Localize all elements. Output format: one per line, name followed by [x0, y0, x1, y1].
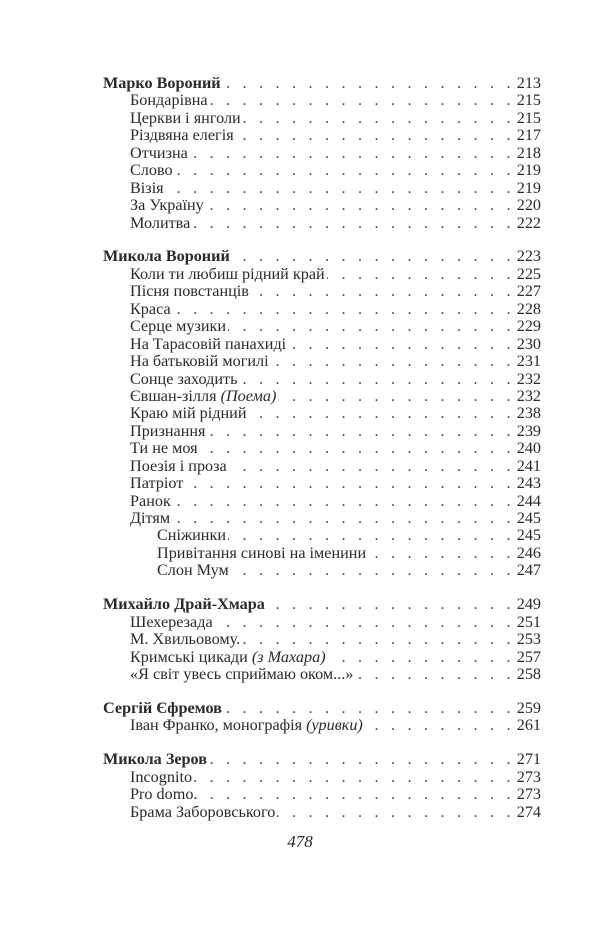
entry-title-text: Pro domo.: [130, 786, 198, 804]
entry-title-text: М. Хвильовому.: [130, 631, 241, 649]
toc-entry[interactable]: [103, 371, 541, 388]
toc-entry[interactable]: [103, 804, 541, 821]
toc-entry[interactable]: [103, 162, 541, 179]
entry-title: [130, 283, 249, 300]
entry-title-text: Іван Франко, монографія: [130, 717, 303, 735]
entry-title-note: (Поема): [220, 387, 277, 405]
entry-page-number: 228: [516, 300, 541, 318]
entry-title: [130, 475, 183, 492]
dot-leader: [200, 440, 515, 457]
entry-title: [130, 371, 238, 388]
dot-leader: [236, 127, 515, 144]
toc-entry[interactable]: [103, 388, 541, 405]
entry-title-text: Сонце заходить: [130, 370, 238, 388]
entry-title: [130, 301, 171, 318]
dot-leader: [248, 405, 514, 422]
entry-title-text: Incognito: [130, 768, 193, 786]
entry-title: [130, 423, 205, 440]
entry-title-text: Краса: [130, 300, 171, 318]
dot-leader: [175, 162, 515, 179]
dot-leader: [267, 596, 515, 613]
toc-entry[interactable]: [103, 318, 541, 335]
entry-title: [130, 717, 363, 734]
entry-title-text: На Тарасовій панахиді: [130, 335, 287, 353]
entry-page-number: 215: [516, 109, 541, 127]
toc-author-entry[interactable]: [103, 248, 541, 265]
toc-entry[interactable]: [103, 405, 541, 422]
dot-leader: [365, 717, 515, 734]
entry-page-number: 213: [516, 75, 541, 92]
dot-leader: [278, 388, 514, 405]
toc-entry[interactable]: [103, 649, 541, 666]
entry-title-text: На батьковій могилі: [130, 353, 269, 371]
entry-page-number: 261: [516, 717, 541, 735]
entry-page-number: 231: [516, 353, 541, 371]
toc-entry[interactable]: [103, 475, 541, 492]
entry-title-text: Дітям: [130, 510, 171, 527]
dot-leader: [231, 562, 515, 579]
entry-title-text: Пісня повстанців: [130, 283, 249, 301]
entry-page-number: 238: [516, 405, 541, 423]
entry-title-text: Церкви і янголи: [130, 109, 241, 127]
entry-page-number: 273: [516, 768, 541, 786]
entry-title: [130, 266, 325, 283]
dot-leader: [192, 215, 514, 232]
entry-title-text: Шехерезада: [130, 613, 213, 631]
table-of-contents: [103, 75, 541, 838]
entry-page-number: 232: [516, 387, 541, 405]
entry-page-number: 217: [516, 127, 541, 145]
entry-title: [130, 110, 241, 127]
entry-page-number: 223: [516, 248, 541, 266]
entry-page-number: 219: [516, 179, 541, 197]
toc-section: [103, 700, 541, 735]
toc-entry[interactable]: [103, 301, 541, 318]
toc-entry[interactable]: [103, 562, 541, 579]
entry-title: [130, 666, 353, 683]
entry-title: [130, 493, 171, 510]
toc-section: [103, 75, 541, 232]
dot-leader: [185, 475, 514, 492]
toc-entry[interactable]: [103, 423, 541, 440]
entry-page-number: 253: [516, 631, 541, 649]
entry-page-number: 244: [516, 492, 541, 510]
entry-title-text: Сніжинки: [157, 527, 226, 545]
entry-page-number: 259: [516, 699, 541, 717]
toc-author-entry[interactable]: [103, 75, 541, 92]
entry-title: [130, 458, 227, 475]
toc-entry[interactable]: [103, 458, 541, 475]
toc-author-entry[interactable]: [103, 700, 541, 717]
toc-entry[interactable]: [103, 769, 541, 786]
dot-leader: [328, 649, 515, 666]
toc-entry[interactable]: [103, 180, 541, 197]
entry-title: [130, 197, 204, 214]
entry-title: [157, 545, 366, 562]
entry-title-text: Патріот: [130, 475, 184, 493]
dot-leader: [228, 318, 515, 335]
entry-title: [130, 649, 326, 666]
entry-title-text: Краю мій рідний: [130, 405, 247, 423]
dot-leader: [199, 786, 514, 803]
entry-page-number: 230: [516, 335, 541, 353]
entry-title-text: Євшан-зілля: [130, 387, 217, 405]
entry-page-number: 227: [516, 283, 541, 301]
entry-title: [130, 162, 173, 179]
toc-entry[interactable]: [103, 493, 541, 510]
dot-leader: [207, 423, 514, 440]
entry-title-note: (уривки): [306, 717, 363, 735]
toc-entry[interactable]: [103, 145, 541, 162]
entry-title: [130, 769, 192, 786]
entry-page-number: 273: [516, 786, 541, 804]
entry-page-number: 249: [516, 596, 541, 614]
toc-entry[interactable]: [103, 440, 541, 457]
entry-title: [130, 353, 269, 370]
dot-leader: [215, 614, 515, 631]
dot-leader: [223, 75, 515, 92]
toc-entry[interactable]: [103, 631, 541, 648]
entry-page-number: 246: [516, 544, 541, 562]
entry-title: [103, 751, 207, 768]
entry-title-text: Признання: [130, 422, 206, 440]
dot-leader: [232, 248, 515, 265]
entry-title: [103, 596, 265, 613]
entry-title: [130, 180, 164, 197]
entry-title-text: Коли ти любиш рідний край: [130, 265, 325, 283]
dot-leader: [355, 666, 514, 683]
toc-entry[interactable]: [103, 283, 541, 300]
entry-page-number: 245: [516, 510, 541, 527]
toc-entry[interactable]: [103, 786, 541, 803]
entry-title-text: Поезія і проза: [130, 457, 227, 475]
entry-page-number: 218: [516, 144, 541, 162]
dot-leader: [243, 110, 515, 127]
entry-title: [157, 562, 229, 579]
entry-title: [130, 127, 234, 144]
entry-title: [157, 527, 226, 544]
dot-leader: [190, 145, 515, 162]
toc-author-entry[interactable]: [103, 596, 541, 613]
toc-section: [103, 751, 541, 821]
entry-title: [130, 440, 198, 457]
entry-title-text: Різдвяна елегія: [130, 127, 234, 145]
entry-title-text: Візія: [130, 179, 164, 197]
entry-page-number: 220: [516, 197, 541, 215]
entry-title-text: За Україну: [130, 197, 204, 215]
dot-leader: [240, 371, 515, 388]
toc-entry[interactable]: [103, 92, 541, 109]
dot-leader: [210, 92, 515, 109]
dot-leader: [209, 751, 515, 768]
entry-page-number: 222: [516, 214, 541, 232]
entry-page-number: 243: [516, 475, 541, 493]
toc-entry[interactable]: [103, 353, 541, 370]
dot-leader: [173, 493, 515, 510]
entry-page-number: 258: [516, 666, 541, 683]
dot-leader: [327, 266, 515, 283]
dot-leader: [288, 336, 515, 353]
dot-leader: [173, 301, 515, 318]
page-number: 478: [287, 832, 313, 851]
dot-leader: [172, 510, 515, 527]
entry-page-number: 215: [516, 92, 541, 110]
entry-title: [130, 318, 226, 335]
entry-title: [130, 786, 197, 803]
toc-entry[interactable]: [103, 215, 541, 232]
entry-title-text: Привітання синові на іменини: [157, 544, 367, 562]
entry-title-text: Отчизна: [130, 144, 188, 162]
dot-leader: [229, 458, 515, 475]
entry-page-number: 257: [516, 648, 541, 666]
toc-entry[interactable]: [103, 266, 541, 283]
dot-leader: [271, 353, 515, 370]
toc-entry[interactable]: [103, 127, 541, 144]
toc-entry[interactable]: [103, 527, 541, 544]
toc-entry[interactable]: [103, 666, 541, 683]
toc-entry[interactable]: [103, 614, 541, 631]
entry-title: [103, 700, 222, 717]
dot-leader: [242, 631, 515, 648]
dot-leader: [224, 700, 515, 717]
toc-section: [103, 248, 541, 579]
entry-title-text: Микола Зеров: [103, 751, 207, 769]
toc-entry[interactable]: [103, 545, 541, 562]
entry-title-text: «Я світ увесь сприймаю оком...»: [130, 666, 354, 683]
entry-page-number: 229: [516, 318, 541, 336]
entry-title: [130, 631, 240, 648]
entry-title-text: Слово: [130, 162, 173, 180]
entry-title-text: Ти не моя: [130, 440, 198, 458]
dot-leader: [251, 283, 515, 300]
entry-title-text: Ранок: [130, 492, 171, 510]
entry-page-number: 239: [516, 422, 541, 440]
toc-entry[interactable]: [103, 197, 541, 214]
entry-title-text: Сергій Єфремов: [103, 699, 222, 717]
toc-entry[interactable]: [103, 110, 541, 127]
entry-title: [103, 75, 221, 92]
toc-entry[interactable]: [103, 717, 541, 734]
entry-title-text: Молитва: [130, 214, 191, 232]
entry-page-number: 232: [516, 370, 541, 388]
entry-title: [130, 614, 213, 631]
entry-title: [130, 215, 190, 232]
entry-title-note: (з Махара): [251, 648, 326, 666]
toc-entry[interactable]: [103, 510, 541, 527]
entry-page-number: 247: [516, 562, 541, 580]
entry-title: [130, 388, 276, 405]
entry-title-text: Серце музики: [130, 318, 227, 336]
entry-title-text: Слон Мум: [157, 562, 229, 580]
toc-author-entry[interactable]: [103, 751, 541, 768]
entry-title: [130, 804, 275, 821]
entry-title-text: Марко Вороний: [103, 75, 221, 92]
entry-title-text: Бондарівна: [130, 92, 208, 110]
entry-title-text: Микола Вороний: [103, 248, 230, 266]
entry-title: [103, 248, 230, 265]
dot-leader: [206, 197, 515, 214]
entry-page-number: 219: [516, 162, 541, 180]
dot-leader: [277, 804, 514, 821]
entry-page-number: 240: [516, 440, 541, 458]
entry-title: [130, 336, 286, 353]
entry-title: [130, 405, 246, 422]
dot-leader: [368, 545, 515, 562]
toc-section: [103, 596, 541, 683]
dot-leader: [166, 180, 515, 197]
entry-title-text: Михайло Драй-Хмара: [103, 596, 265, 614]
dot-leader: [194, 769, 515, 786]
dot-leader: [228, 527, 515, 544]
entry-page-number: 245: [516, 527, 541, 545]
entry-page-number: 251: [516, 613, 541, 631]
entry-page-number: 274: [516, 803, 541, 821]
entry-title: [130, 92, 208, 109]
entry-title-text: Брама Заборовського: [130, 803, 276, 821]
entry-page-number: 271: [516, 751, 541, 769]
entry-page-number: 225: [516, 265, 541, 283]
entry-page-number: 241: [516, 457, 541, 475]
entry-title: [130, 510, 170, 527]
entry-title-text: Кримські цикади: [130, 648, 248, 666]
entry-title: [130, 145, 188, 162]
toc-entry[interactable]: [103, 336, 541, 353]
